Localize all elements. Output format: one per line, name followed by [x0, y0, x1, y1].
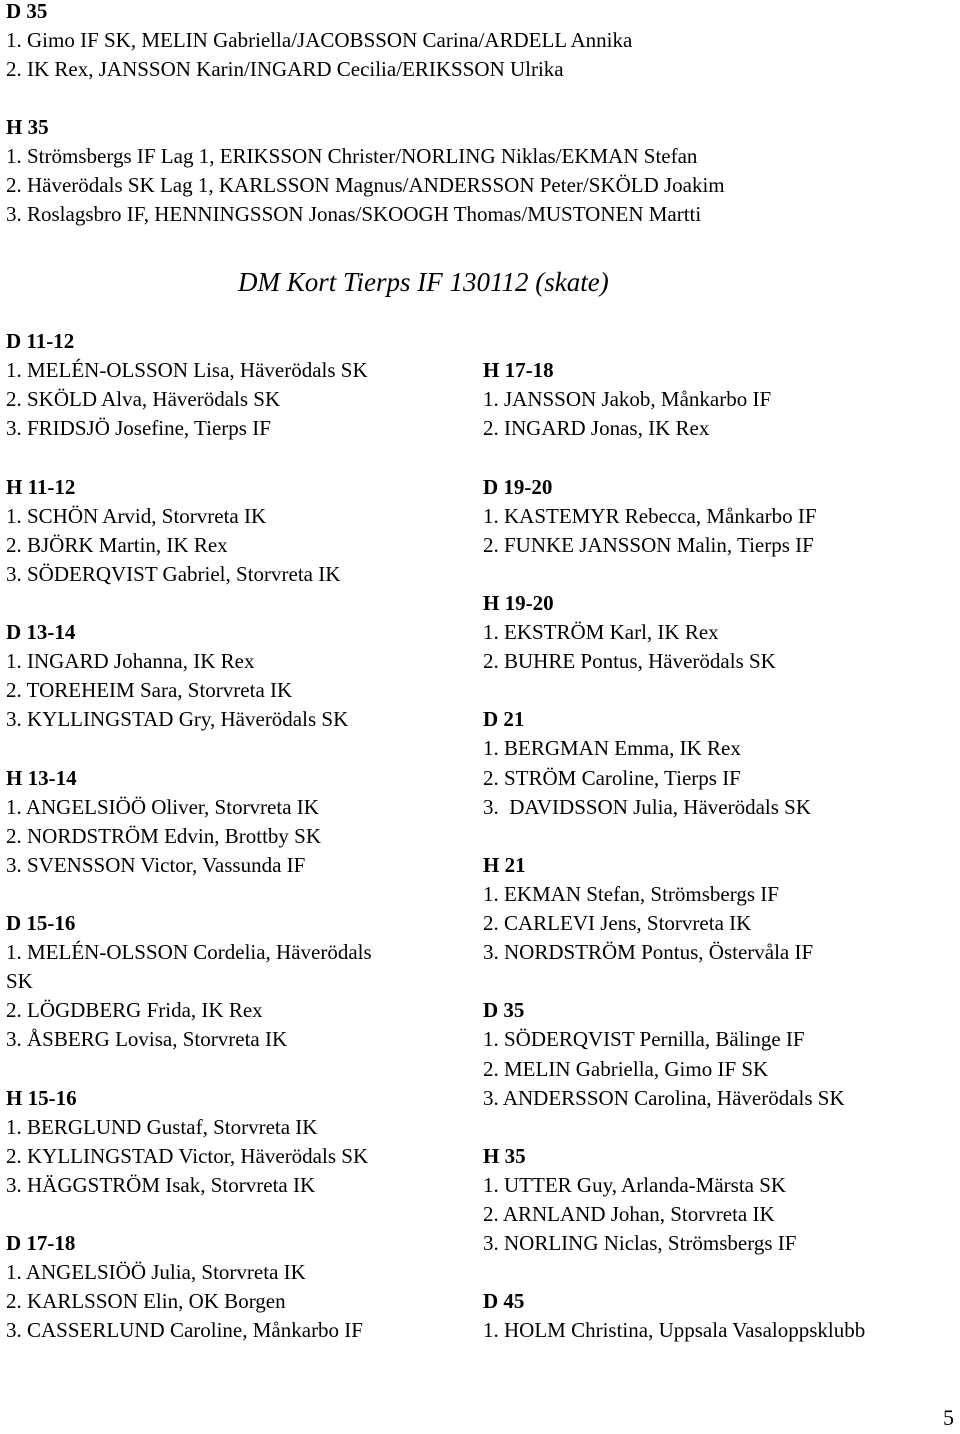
- class-heading-h21: H 21: [483, 853, 526, 877]
- result-entry: 1. Gimo IF SK, MELIN Gabriella/JACOBSSON Carina/ARDELL Annika: [6, 28, 633, 52]
- event-title: DM Kort Tierps IF 130112 (skate): [238, 267, 609, 297]
- result-entry: 3. HÄGGSTRÖM Isak, Storvreta IK: [6, 1173, 316, 1197]
- result-entry: 2. SKÖLD Alva, Häverödals SK: [6, 387, 281, 411]
- result-entry: 2. INGARD Jonas, IK Rex: [483, 416, 710, 440]
- class-heading-top-d35: D 35: [6, 0, 48, 23]
- result-entry: 2. TOREHEIM Sara, Storvreta IK: [6, 678, 293, 702]
- result-entry: 2. BUHRE Pontus, Häverödals SK: [483, 649, 776, 673]
- result-entry: 1. MELÉN-OLSSON Cordelia, Häverödals: [6, 940, 372, 964]
- result-entry: 2. STRÖM Caroline, Tierps IF: [483, 766, 741, 790]
- result-entry: 3. SÖDERQVIST Gabriel, Storvreta IK: [6, 562, 341, 586]
- result-entry: 2. KARLSSON Elin, OK Borgen: [6, 1289, 286, 1313]
- result-entry: 3. NORDSTRÖM Pontus, Östervåla IF: [483, 940, 814, 964]
- result-entry: 2. Häverödals SK Lag 1, KARLSSON Magnus/ANDERSSON Peter/SKÖLD Joakim: [6, 173, 725, 197]
- class-heading-d19-20: D 19-20: [483, 475, 553, 499]
- result-entry: 3. ANDERSSON Carolina, Häverödals SK: [483, 1086, 845, 1110]
- result-entry: SK: [6, 969, 33, 993]
- class-heading-top-h35: H 35: [6, 115, 49, 139]
- result-entry: 1. MELÉN-OLSSON Lisa, Häverödals SK: [6, 358, 368, 382]
- result-entry: 1. ANGELSIÖÖ Oliver, Storvreta IK: [6, 795, 319, 819]
- class-heading-d11-12: D 11-12: [6, 329, 75, 353]
- result-entry: 2. NORDSTRÖM Edvin, Brottby SK: [6, 824, 322, 848]
- class-heading-d15-16: D 15-16: [6, 911, 76, 935]
- result-entry: 1. BERGMAN Emma, IK Rex: [483, 736, 741, 760]
- result-entry: 2. ARNLAND Johan, Storvreta IK: [483, 1202, 775, 1226]
- class-heading-d13-14: D 13-14: [6, 620, 76, 644]
- result-entry: 3. Roslagsbro IF, HENNINGSSON Jonas/SKOOGH Thomas/MUSTONEN Martti: [6, 202, 702, 226]
- class-heading-h13-14: H 13-14: [6, 766, 77, 790]
- result-entry: 3. KYLLINGSTAD Gry, Häverödals SK: [6, 707, 349, 731]
- page-number: 5: [943, 1405, 954, 1430]
- result-entry: 1. BERGLUND Gustaf, Storvreta IK: [6, 1115, 318, 1139]
- result-entry: 1. JANSSON Jakob, Månkarbo IF: [483, 387, 772, 411]
- result-entry: 3. NORLING Niclas, Strömsbergs IF: [483, 1231, 797, 1255]
- class-heading-h19-20: H 19-20: [483, 591, 554, 615]
- result-entry: 3. ÅSBERG Lovisa, Storvreta IK: [6, 1027, 288, 1051]
- class-heading-h17-18: H 17-18: [483, 358, 554, 382]
- result-entry: 1. Strömsbergs IF Lag 1, ERIKSSON Christer/NORLING Niklas/EKMAN Stefan: [6, 144, 698, 168]
- class-heading-d17-18: D 17-18: [6, 1231, 76, 1255]
- result-entry: 2. BJÖRK Martin, IK Rex: [6, 533, 228, 557]
- result-entry: 1. INGARD Johanna, IK Rex: [6, 649, 255, 673]
- result-entry: 1. EKSTRÖM Karl, IK Rex: [483, 620, 719, 644]
- class-heading-d35: D 35: [483, 998, 525, 1022]
- result-entry: 3. SVENSSON Victor, Vassunda IF: [6, 853, 306, 877]
- result-entry: 1. ANGELSIÖÖ Julia, Storvreta IK: [6, 1260, 306, 1284]
- result-entry: 2. LÖGDBERG Frida, IK Rex: [6, 998, 263, 1022]
- result-entry: 2. MELIN Gabriella, Gimo IF SK: [483, 1057, 769, 1081]
- result-entry: 1. KASTEMYR Rebecca, Månkarbo IF: [483, 504, 817, 528]
- result-entry: 2. FUNKE JANSSON Malin, Tierps IF: [483, 533, 814, 557]
- result-entry: 1. SÖDERQVIST Pernilla, Bälinge IF: [483, 1027, 805, 1051]
- result-entry: 2. IK Rex, JANSSON Karin/INGARD Cecilia/ERIKSSON Ulrika: [6, 57, 564, 81]
- class-heading-d45: D 45: [483, 1289, 525, 1313]
- result-entry: 1. SCHÖN Arvid, Storvreta IK: [6, 504, 267, 528]
- class-heading-h15-16: H 15-16: [6, 1086, 77, 1110]
- result-entry: 3. DAVIDSSON Julia, Häverödals SK: [483, 795, 812, 819]
- result-entry: 2. KYLLINGSTAD Victor, Häverödals SK: [6, 1144, 369, 1168]
- result-entry: 1. HOLM Christina, Uppsala Vasaloppsklubb: [483, 1318, 866, 1342]
- result-entry: 3. CASSERLUND Caroline, Månkarbo IF: [6, 1318, 363, 1342]
- class-heading-h11-12: H 11-12: [6, 475, 76, 499]
- class-heading-d21: D 21: [483, 707, 525, 731]
- result-entry: 2. CARLEVI Jens, Storvreta IK: [483, 911, 752, 935]
- result-entry: 1. EKMAN Stefan, Strömsbergs IF: [483, 882, 779, 906]
- result-entry: 3. FRIDSJÖ Josefine, Tierps IF: [6, 416, 271, 440]
- result-entry: 1. UTTER Guy, Arlanda-Märsta SK: [483, 1173, 787, 1197]
- class-heading-h35: H 35: [483, 1144, 526, 1168]
